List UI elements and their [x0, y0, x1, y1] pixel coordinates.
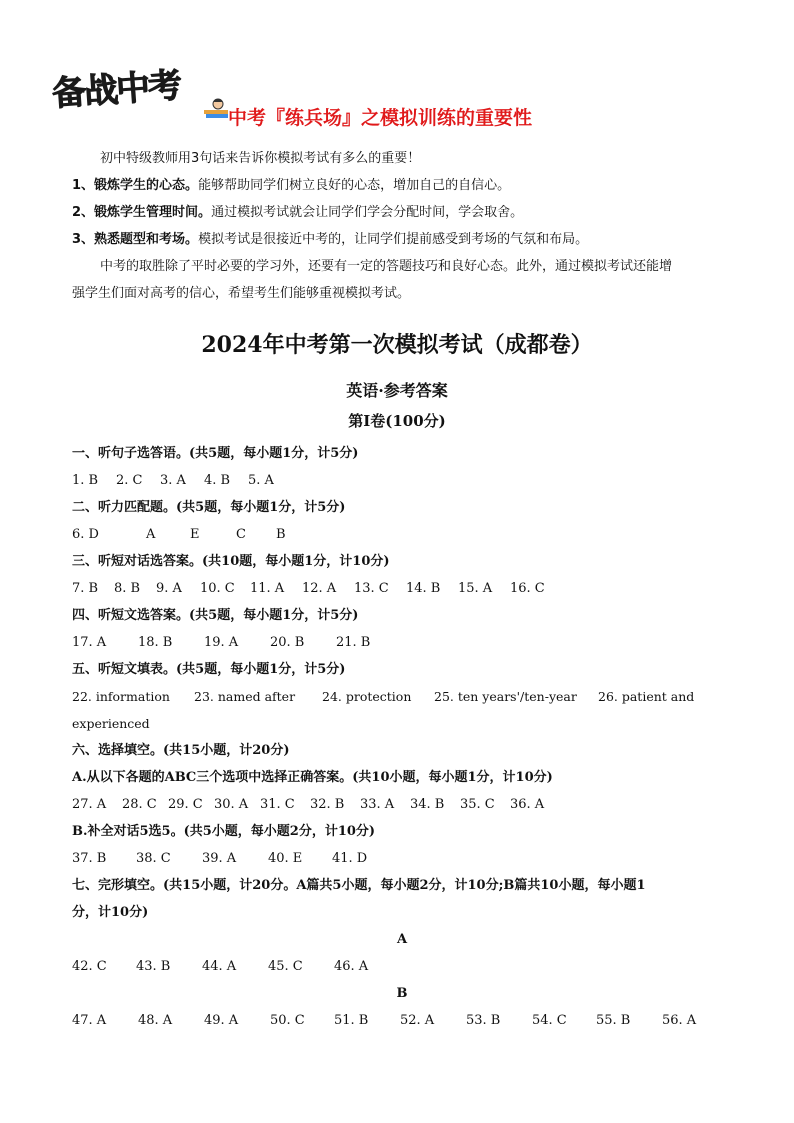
answer: 11. A	[250, 581, 285, 596]
section-7-heading-cont: 分，计10分)	[72, 905, 149, 920]
answer: 44. A	[202, 959, 237, 974]
answer: 16. C	[510, 581, 545, 596]
answer: 47. A	[72, 1013, 107, 1028]
answer: 48. A	[138, 1013, 173, 1028]
answer: 42. C	[72, 959, 107, 974]
answer: 7. B	[72, 581, 99, 596]
answer: 13. C	[354, 581, 389, 596]
section-1-answers	[72, 467, 732, 494]
answer: 26. patient and	[598, 689, 695, 704]
section-5-answers	[72, 683, 732, 710]
answer: 2. C	[116, 473, 143, 488]
exam-subtitle: 英语·参考答案	[346, 381, 448, 400]
answer-key	[72, 440, 732, 1034]
answer: 23. named after	[194, 689, 296, 704]
answer: 5. A	[248, 473, 274, 488]
answer: 27. A	[72, 797, 107, 812]
section-6-heading: 六、选择填空。(共15小题，计20分)	[72, 743, 290, 758]
exam-title: 2024年中考第一次模拟考试（成都卷）	[201, 332, 593, 358]
answer: 49. A	[204, 1013, 239, 1028]
answer: 28. C	[122, 797, 157, 812]
answer: 22. information	[72, 689, 170, 704]
answer: 32. B	[310, 797, 345, 812]
section-7-heading: 七、完形填空。(共15小题，计20分。A篇共5小题，每小题2分，计10分;B篇共10小题，每小题1	[72, 878, 646, 893]
answer: 39. A	[202, 851, 237, 866]
intro-closing: 中考的取胜除了平时必要的学习外，还要有一定的答题技巧和良好心态。此外，通过模拟考试还能增	[100, 259, 673, 274]
intro-lead: 初中特级教师用3句话来告诉你模拟考试有多么的重要！	[100, 151, 421, 166]
answer: 53. B	[466, 1013, 501, 1028]
intro-point-2: 2、锻炼学生管理时间。通过模拟考试就会让同学们学会分配时间，学会取舍。	[72, 205, 524, 220]
section-3-answers	[72, 575, 732, 602]
answer: 31. C	[260, 797, 295, 812]
answer: 17. A	[72, 635, 107, 650]
section-6b-answers	[72, 845, 732, 872]
answer: 3. A	[160, 473, 186, 488]
logo	[52, 60, 212, 130]
answer: 46. A	[334, 959, 369, 974]
section-2-answers	[72, 521, 732, 548]
section-7b-answers	[72, 1007, 732, 1034]
answer: 35. C	[460, 797, 495, 812]
answer: 12. A	[302, 581, 337, 596]
answer: 18. B	[138, 635, 173, 650]
answer: A	[146, 527, 156, 542]
answer: 9. A	[156, 581, 182, 596]
answer: 30. A	[214, 797, 249, 812]
answer: 54. C	[532, 1013, 567, 1028]
answer: 1. B	[72, 473, 99, 488]
answer: 43. B	[136, 959, 171, 974]
answer: 8. B	[114, 581, 141, 596]
answer: B	[276, 527, 286, 542]
section-5-continuation: experienced	[72, 716, 150, 731]
answer: 14. B	[406, 581, 441, 596]
answer: 21. B	[336, 635, 371, 650]
section-6a-heading: A.从以下各题的ABC三个选项中选择正确答案。(共10小题，每小题1分，计10分)	[72, 770, 553, 785]
section-4-answers	[72, 629, 732, 656]
answer: 50. C	[270, 1013, 305, 1028]
answer: 40. E	[268, 851, 303, 866]
answer: 41. D	[332, 851, 368, 866]
section-4-heading: 四、听短文选答案。(共5题，每小题1分，计5分)	[72, 608, 359, 623]
answer: 24. protection	[322, 689, 412, 704]
section-7a-answers	[72, 953, 732, 980]
logo-text: 备战中考	[51, 65, 182, 115]
answer: 19. A	[204, 635, 239, 650]
answer: 36. A	[510, 797, 545, 812]
section-3-heading: 三、听短对话选答案。(共10题，每小题1分，计10分)	[72, 554, 390, 569]
answer: 52. A	[400, 1013, 435, 1028]
section-6a-answers	[72, 791, 732, 818]
answer: 56. A	[662, 1013, 697, 1028]
answer: 38. C	[136, 851, 171, 866]
section-1-heading: 一、听句子选答语。(共5题，每小题1分，计5分)	[72, 446, 359, 461]
answer: 10. C	[200, 581, 235, 596]
passage-b-label: B	[396, 986, 408, 1001]
answer: 4. B	[204, 473, 231, 488]
section-2-heading: 二、听力匹配题。(共5题，每小题1分，计5分)	[72, 500, 346, 515]
answer: 25. ten years'/ten-year	[434, 689, 577, 704]
intro-closing-cont: 强学生们面对高考的信心，希望考生们能够重视模拟考试。	[72, 286, 411, 301]
intro-point-3: 3、熟悉题型和考场。模拟考试是很接近中考的，让同学们提前感受到考场的气氛和布局。	[72, 232, 589, 247]
answer: 51. B	[334, 1013, 369, 1028]
answer: 55. B	[596, 1013, 631, 1028]
answer: 29. C	[168, 797, 203, 812]
answer: 37. B	[72, 851, 107, 866]
answer: 33. A	[360, 797, 395, 812]
answer: 34. B	[410, 797, 445, 812]
intro-section	[72, 145, 732, 307]
answer: E	[190, 527, 200, 542]
section-6b-heading: B.补全对话5选5。(共5小题，每小题2分，计10分)	[72, 824, 376, 839]
volume-title: 第Ⅰ卷(100分)	[348, 412, 446, 430]
answer: 15. A	[458, 581, 493, 596]
document-page: 备战中考 中考『练兵场』之模拟训练的重要性 初中特级教师用3句话来告诉你模拟考试有多么的重要！ 1、锻炼学生的心态。能够帮助同学们树立良好的心态，增加自己的自信心。 2、锻炼学生管理时间。通过模拟考试就会让同学们学会分配时间，学会取舍。 3、熟悉题型和考场。模拟考试是很接近中考的，让同学们提前感受到考场的气氛和布局。 中考的取胜除了平时必要的学习外，还要有一定的答题技巧和良好心态。此外，通过模拟考试还能增 强学生们面对高考的信心，希望考生们能够重视模拟考试。 2024年中考第一次模拟考试（成都卷） 英语·参考答案 第Ⅰ卷(100分) 一、听句子选答语。(共5题，每小题1分，计5分) 1. B 2. C 3. A 4. B 5. A 二、听力匹配题。(共5题，每小题1分，计5分) 6. D A E C B 三、听短对话选答案。(共10题，每小题1分，计10分) 7. B 8. B 9. A 10. C 11. A 12. A 13. C 14. B 15. A 16. C 四、听短文选答案。(共5题，每小题1分，计5分) 17. A 18. B 19. A 20. B 21. B 五、听短文填表。(共5题，每小题1分，计5分) 22. information 23. named after 24. protection 25. ten years'/ten-year 26. patient and experienced 六、选择填空。(共15小题，计20分) A.从以下各题的ABC三个选项中选择正确答案。(共10小题，每小题1分，计10分) 27. A 28. C 29. C 30. A 31. C 32. B 33. A 34. B 35. C 36. A B.补全对话5选5。(共5小题，每小题2分，计10分) 37. B 38. C 39. A 40. E 41. D 七、完形填空。(共15小题，计20分。A篇共5小题，每小题2分，计10分;B篇共10小题，每小题1 分，计10分) A 42. C 43. B 44. A 45. C 46. A B 47. A 48. A 49. A 50. C 51. B 52. A 53. B 54. C 55. B 56. A	[0, 0, 794, 1123]
section-5-heading: 五、听短文填表。(共5题，每小题1分，计5分)	[72, 662, 346, 677]
answer: C	[236, 527, 246, 542]
answer: 6. D	[72, 527, 99, 542]
answer: 45. C	[268, 959, 303, 974]
answer: 20. B	[270, 635, 305, 650]
intro-point-1: 1、锻炼学生的心态。能够帮助同学们树立良好的心态，增加自己的自信心。	[72, 178, 511, 193]
passage-a-label: A	[396, 932, 408, 947]
